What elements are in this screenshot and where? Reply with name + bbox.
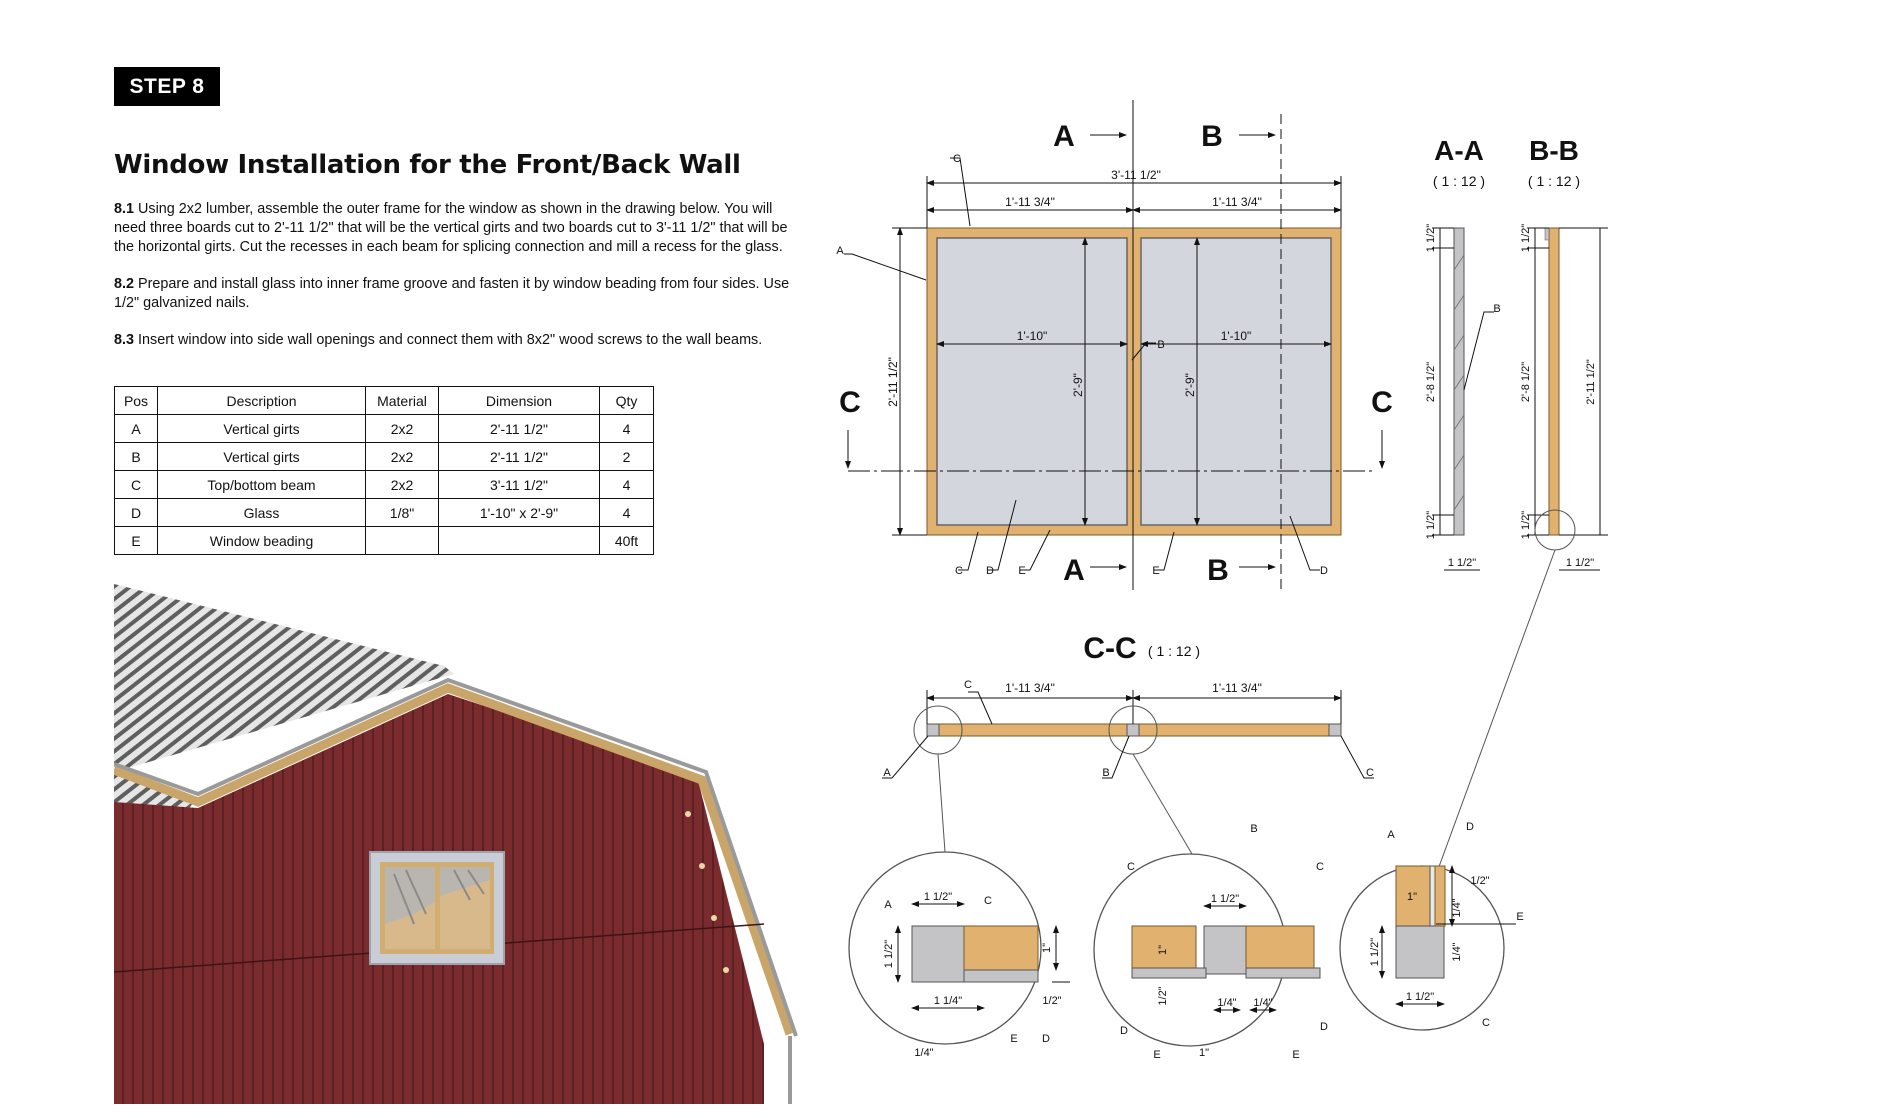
table-row	[115, 415, 654, 443]
table-row	[115, 527, 654, 555]
instruction-8-1	[114, 200, 804, 257]
cell-material: 1/8"	[366, 499, 439, 527]
bb-dim-top: 1 1/2"	[1520, 223, 1532, 253]
cell-material: 2x2	[366, 415, 439, 443]
section-cc-title: C-C	[1083, 632, 1137, 665]
section-bb-title: B-B	[1529, 135, 1579, 166]
technical-drawing	[820, 100, 1890, 1080]
table-row	[115, 499, 654, 527]
section-mark-a-top: A	[1053, 120, 1075, 153]
d3-dim-bead-bottom: 1/4"	[1451, 942, 1463, 962]
cc-part-label-c: C	[964, 679, 972, 691]
cell-qty: 2	[600, 443, 654, 471]
instructions	[114, 200, 804, 368]
part-label-d-right: D	[1320, 565, 1328, 577]
section-mark-b-bottom: B	[1207, 554, 1229, 587]
d3-part-label-e: E	[1516, 911, 1524, 923]
dim-overall-height: 2'-11 1/2"	[886, 357, 900, 407]
d2-dim-bead: 1"	[1198, 1047, 1210, 1059]
cell-pos: B	[115, 443, 158, 471]
cell-description: Window beading	[158, 527, 366, 555]
table-row	[115, 443, 654, 471]
table-row	[115, 471, 654, 499]
d2-part-label-b: B	[1250, 823, 1258, 835]
d2-dim-depth: 1"	[1157, 944, 1169, 956]
instruction-text: Prepare and install glass into inner frame groove and fasten it by window beading from four sides. Use 1/2" galvanized nails.	[114, 276, 790, 311]
section-aa	[1432, 228, 1494, 570]
cell-dimension: 1'-10" x 2'-9"	[439, 499, 600, 527]
aa-dim-mid: 2'-8 1/2"	[1425, 361, 1437, 403]
d2-dim-gap-right: 1/4"	[1253, 997, 1273, 1009]
d1-part-label-c: C	[984, 895, 992, 907]
instruction-number: 8.2	[114, 276, 135, 292]
dim-glass-height-right: 2'-9"	[1183, 373, 1197, 397]
col-pos-header: Pos	[115, 387, 158, 415]
cell-description: Vertical girts	[158, 443, 366, 471]
aa-dim-top: 1 1/2"	[1425, 223, 1437, 253]
part-label-d-bottom: D	[986, 565, 994, 577]
section-mark-c-left: C	[839, 386, 861, 419]
section-mark-c-right: C	[1371, 386, 1393, 419]
d1-dim-bead: 1/4"	[914, 1047, 934, 1059]
cc-part-label-a: A	[883, 767, 891, 779]
col-qty-header: Qty	[600, 387, 654, 415]
instruction-number: 8.3	[114, 332, 135, 348]
col-material-header: Material	[366, 387, 439, 415]
cell-pos: D	[115, 499, 158, 527]
table-header-row	[115, 387, 654, 415]
cell-description: Glass	[158, 499, 366, 527]
cell-dimension	[439, 527, 600, 555]
section-cc	[882, 690, 1374, 854]
d3-dim-height: 1 1/2"	[1369, 937, 1381, 967]
part-label-c: C	[953, 153, 961, 165]
instruction-number: 8.1	[114, 201, 135, 217]
section-mark-b-top: B	[1201, 120, 1223, 153]
d2-dim-gap-left: 1/4"	[1217, 997, 1237, 1009]
step-badge: STEP 8	[114, 67, 220, 106]
col-dimension-header: Dimension	[439, 387, 600, 415]
cc-dim-right: 1'-11 3/4"	[1212, 681, 1262, 695]
bb-dim-mid: 2'-8 1/2"	[1520, 361, 1532, 403]
cell-qty: 4	[600, 471, 654, 499]
d2-dim-groove: 1/2"	[1157, 986, 1169, 1006]
cell-qty: 40ft	[600, 527, 654, 555]
cell-pos: C	[115, 471, 158, 499]
cell-pos: E	[115, 527, 158, 555]
cc-part-label-b: B	[1102, 767, 1110, 779]
d2-dim-width: 1 1/2"	[1210, 893, 1240, 905]
bb-dim-bottom: 1 1/2"	[1520, 510, 1532, 540]
d1-part-label-a: A	[884, 899, 892, 911]
col-description-header: Description	[158, 387, 366, 415]
dim-glass-width-right: 1'-10"	[1220, 329, 1252, 343]
section-aa-scale: ( 1 : 12 )	[1432, 173, 1486, 189]
aa-dim-width: 1 1/2"	[1447, 557, 1477, 569]
cell-dimension: 2'-11 1/2"	[439, 443, 600, 471]
cell-description: Vertical girts	[158, 415, 366, 443]
cell-qty: 4	[600, 415, 654, 443]
parts-table	[114, 386, 654, 555]
part-label-e-right: E	[1152, 565, 1160, 577]
d3-dim-bead-top: 1/4"	[1451, 898, 1463, 918]
cell-dimension: 3'-11 1/2"	[439, 471, 600, 499]
d2-part-label-c-left: C	[1127, 861, 1135, 873]
section-mark-a-bottom: A	[1063, 554, 1085, 587]
instruction-text: Insert window into side wall openings and connect them with 8x2" wood screws to the wall beams.	[138, 332, 763, 348]
d2-part-label-e-left: E	[1153, 1049, 1161, 1061]
d2-part-label-e-right: E	[1292, 1049, 1300, 1061]
section-bb-scale: ( 1 : 12 )	[1527, 173, 1581, 189]
d3-dim-depth: 1"	[1406, 891, 1418, 903]
cc-part-label-c-right: C	[1366, 767, 1374, 779]
d2-part-label-d-right: D	[1320, 1021, 1328, 1033]
bb-dim-overall: 2'-11 1/2"	[1585, 359, 1597, 405]
instruction-8-2	[114, 275, 804, 313]
dim-glass-height-left: 2'-9"	[1071, 373, 1085, 397]
d3-part-label-d: D	[1466, 821, 1474, 833]
detail-2	[1094, 854, 1320, 1046]
section-cc-scale: ( 1 : 12 )	[1147, 643, 1201, 659]
d3-dim-width: 1 1/2"	[1405, 991, 1435, 1003]
d1-dim-width: 1 1/2"	[923, 891, 953, 903]
d1-dim-offset: 1 1/4"	[933, 995, 963, 1007]
cell-material: 2x2	[366, 443, 439, 471]
d3-part-label-c: C	[1482, 1017, 1490, 1029]
d1-part-label-d: D	[1042, 1033, 1050, 1045]
cell-dimension: 2'-11 1/2"	[439, 415, 600, 443]
aa-part-label-b: B	[1493, 303, 1501, 315]
cc-dim-left: 1'-11 3/4"	[1005, 681, 1055, 695]
barn-window	[370, 852, 504, 964]
part-label-c-bottom: C	[955, 565, 963, 577]
dim-half-width-left: 1'-11 3/4"	[1005, 195, 1055, 209]
cell-pos: A	[115, 415, 158, 443]
dim-overall-width: 3'-11 1/2"	[1111, 168, 1161, 182]
section-bb	[1418, 228, 1608, 924]
aa-dim-bottom: 1 1/2"	[1425, 510, 1437, 540]
d3-dim-groove: 1/2"	[1470, 875, 1490, 887]
detail-3	[1340, 866, 1516, 1030]
cell-description: Top/bottom beam	[158, 471, 366, 499]
bb-dim-width: 1 1/2"	[1565, 557, 1595, 569]
barn-illustration	[114, 584, 806, 1104]
part-label-b: B	[1157, 339, 1165, 351]
page-title: Window Installation for the Front/Back Wall	[114, 150, 741, 180]
d1-part-label-e: E	[1010, 1033, 1018, 1045]
part-label-e-bottom: E	[1018, 565, 1026, 577]
instruction-8-3	[114, 331, 804, 350]
section-aa-title: A-A	[1434, 135, 1484, 166]
cell-qty: 4	[600, 499, 654, 527]
cell-material	[366, 527, 439, 555]
cell-material: 2x2	[366, 471, 439, 499]
instruction-text: Using 2x2 lumber, assemble the outer frame for the window as shown in the drawing below. You will need three boards cut to 2'-11 1/2" that will be the vertical girts and two boards cut to 3'-11 1/2" that will be the horizontal girts. Cut the recesses in each beam for splicing connection and mill a recess for the glass.	[114, 201, 788, 255]
d1-dim-height: 1 1/2"	[883, 939, 895, 969]
d2-part-label-d-left: D	[1120, 1025, 1128, 1037]
d3-part-label-a: A	[1387, 829, 1395, 841]
dim-half-width-right: 1'-11 3/4"	[1212, 195, 1262, 209]
d2-part-label-c-right: C	[1316, 861, 1324, 873]
dim-glass-width-left: 1'-10"	[1016, 329, 1048, 343]
d1-dim-depth: 1"	[1041, 942, 1053, 954]
d1-dim-groove: 1/2"	[1042, 995, 1062, 1007]
part-label-a: A	[836, 245, 844, 257]
